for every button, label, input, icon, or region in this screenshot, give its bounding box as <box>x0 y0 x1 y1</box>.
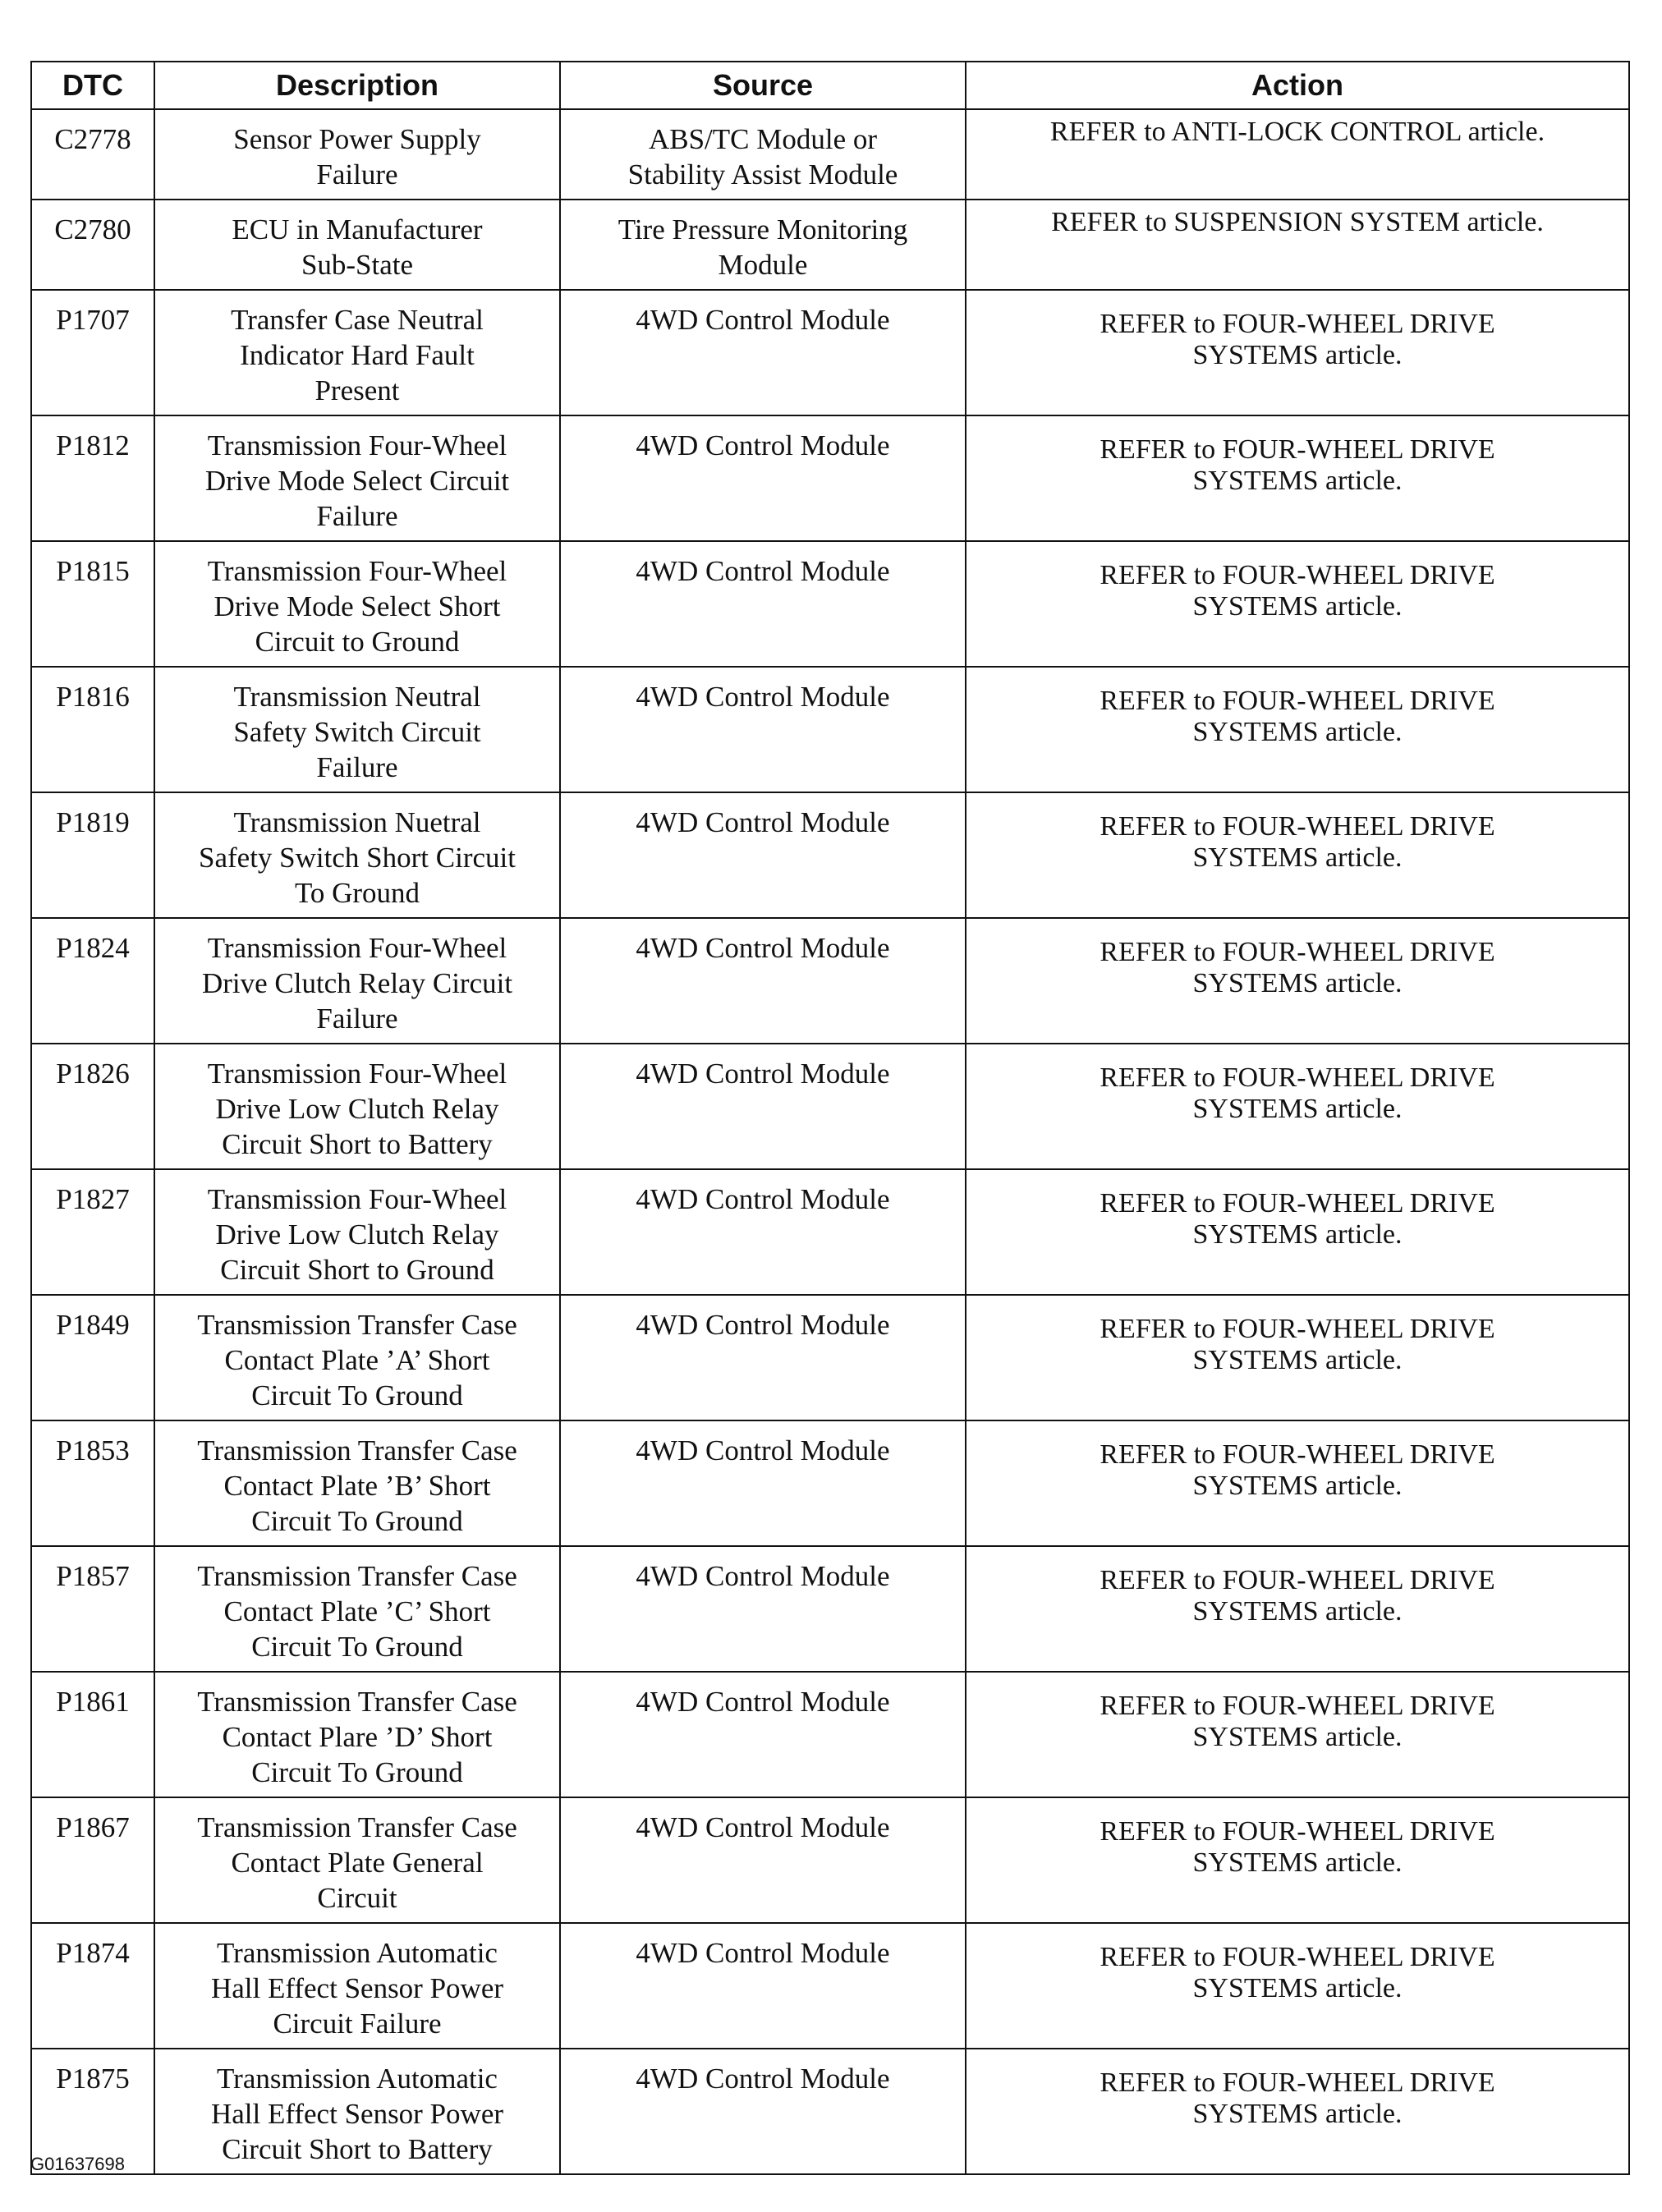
dtc-code: P1853 <box>31 1420 154 1546</box>
dtc-code: P1875 <box>31 2049 154 2174</box>
header-source: Source <box>560 62 966 109</box>
dtc-action: REFER to FOUR-WHEEL DRIVE SYSTEMS article. <box>966 1923 1629 2049</box>
dtc-description: Transmission Four-Wheel Drive Low Clutch Relay Circuit Short to Battery <box>154 1044 560 1169</box>
dtc-action: REFER to FOUR-WHEEL DRIVE SYSTEMS article. <box>966 1044 1629 1169</box>
header-row <box>31 62 1629 109</box>
dtc-action: REFER to FOUR-WHEEL DRIVE SYSTEMS article. <box>966 1546 1629 1672</box>
table-row <box>31 1923 1629 2049</box>
dtc-description: Transmission Four-Wheel Drive Mode Select Circuit Failure <box>154 415 560 541</box>
dtc-source: 4WD Control Module <box>560 667 966 792</box>
table-row <box>31 415 1629 541</box>
figure-id: G01637698 <box>30 2154 125 2174</box>
dtc-description: Transmission Transfer Case Contact Plare ’D’ Short Circuit To Ground <box>154 1672 560 1797</box>
table-row <box>31 1672 1629 1797</box>
table-row <box>31 290 1629 415</box>
dtc-code: P1815 <box>31 541 154 667</box>
table-row <box>31 918 1629 1044</box>
dtc-action: REFER to FOUR-WHEEL DRIVE SYSTEMS article. <box>966 667 1629 792</box>
dtc-description: Transmission Automatic Hall Effect Sensor Power Circuit Failure <box>154 1923 560 2049</box>
table-row <box>31 1546 1629 1672</box>
dtc-description: ECU in Manufacturer Sub-State <box>154 200 560 290</box>
dtc-action: REFER to ANTI-LOCK CONTROL article. <box>966 109 1629 200</box>
dtc-source: 4WD Control Module <box>560 415 966 541</box>
dtc-code: C2778 <box>31 109 154 200</box>
dtc-source: 4WD Control Module <box>560 541 966 667</box>
dtc-code: P1867 <box>31 1797 154 1923</box>
dtc-source: 4WD Control Module <box>560 792 966 918</box>
dtc-code: P1827 <box>31 1169 154 1295</box>
dtc-source: 4WD Control Module <box>560 290 966 415</box>
dtc-description: Transmission Transfer Case Contact Plate ’C’ Short Circuit To Ground <box>154 1546 560 1672</box>
dtc-source: ABS/TC Module or Stability Assist Module <box>560 109 966 200</box>
table-row <box>31 1295 1629 1420</box>
dtc-description: Sensor Power Supply Failure <box>154 109 560 200</box>
dtc-code: P1874 <box>31 1923 154 2049</box>
dtc-action: REFER to FOUR-WHEEL DRIVE SYSTEMS article. <box>966 1169 1629 1295</box>
dtc-action: REFER to FOUR-WHEEL DRIVE SYSTEMS article. <box>966 415 1629 541</box>
dtc-action: REFER to FOUR-WHEEL DRIVE SYSTEMS article. <box>966 290 1629 415</box>
table-row <box>31 792 1629 918</box>
dtc-source: 4WD Control Module <box>560 1169 966 1295</box>
table-row <box>31 1797 1629 1923</box>
dtc-source: 4WD Control Module <box>560 1672 966 1797</box>
header-action: Action <box>966 62 1629 109</box>
dtc-action: REFER to SUSPENSION SYSTEM article. <box>966 200 1629 290</box>
dtc-code: P1816 <box>31 667 154 792</box>
dtc-description: Transmission Four-Wheel Drive Low Clutch Relay Circuit Short to Ground <box>154 1169 560 1295</box>
header-description: Description <box>154 62 560 109</box>
dtc-description: Transfer Case Neutral Indicator Hard Fault Present <box>154 290 560 415</box>
dtc-description: Transmission Transfer Case Contact Plate General Circuit <box>154 1797 560 1923</box>
dtc-action: REFER to FOUR-WHEEL DRIVE SYSTEMS article. <box>966 1295 1629 1420</box>
dtc-source: 4WD Control Module <box>560 1546 966 1672</box>
dtc-action: REFER to FOUR-WHEEL DRIVE SYSTEMS article. <box>966 1420 1629 1546</box>
table-row <box>31 2049 1629 2174</box>
dtc-source: 4WD Control Module <box>560 1420 966 1546</box>
dtc-table <box>30 61 1630 2175</box>
dtc-action: REFER to FOUR-WHEEL DRIVE SYSTEMS article. <box>966 1672 1629 1797</box>
dtc-action: REFER to FOUR-WHEEL DRIVE SYSTEMS article. <box>966 1797 1629 1923</box>
table-row <box>31 1044 1629 1169</box>
table-row <box>31 1169 1629 1295</box>
dtc-source: 4WD Control Module <box>560 1923 966 2049</box>
dtc-code: P1849 <box>31 1295 154 1420</box>
dtc-description: Transmission Automatic Hall Effect Sensor Power Circuit Short to Battery <box>154 2049 560 2174</box>
dtc-description: Transmission Neutral Safety Switch Circuit Failure <box>154 667 560 792</box>
dtc-code: P1861 <box>31 1672 154 1797</box>
dtc-description: Transmission Four-Wheel Drive Mode Select Short Circuit to Ground <box>154 541 560 667</box>
dtc-description: Transmission Nuetral Safety Switch Short Circuit To Ground <box>154 792 560 918</box>
dtc-action: REFER to FOUR-WHEEL DRIVE SYSTEMS article. <box>966 2049 1629 2174</box>
dtc-source: 4WD Control Module <box>560 1797 966 1923</box>
dtc-source: 4WD Control Module <box>560 2049 966 2174</box>
dtc-action: REFER to FOUR-WHEEL DRIVE SYSTEMS article. <box>966 792 1629 918</box>
dtc-code: P1824 <box>31 918 154 1044</box>
table-row <box>31 1420 1629 1546</box>
dtc-code: P1826 <box>31 1044 154 1169</box>
dtc-source: Tire Pressure Monitoring Module <box>560 200 966 290</box>
dtc-description: Transmission Transfer Case Contact Plate ’A’ Short Circuit To Ground <box>154 1295 560 1420</box>
header-dtc: DTC <box>31 62 154 109</box>
dtc-action: REFER to FOUR-WHEEL DRIVE SYSTEMS article. <box>966 541 1629 667</box>
table-row <box>31 109 1629 200</box>
table-row <box>31 667 1629 792</box>
dtc-source: 4WD Control Module <box>560 1044 966 1169</box>
dtc-description: Transmission Four-Wheel Drive Clutch Relay Circuit Failure <box>154 918 560 1044</box>
dtc-description: Transmission Transfer Case Contact Plate ’B’ Short Circuit To Ground <box>154 1420 560 1546</box>
dtc-source: 4WD Control Module <box>560 1295 966 1420</box>
dtc-code: C2780 <box>31 200 154 290</box>
table-row <box>31 541 1629 667</box>
dtc-code: P1819 <box>31 792 154 918</box>
dtc-action: REFER to FOUR-WHEEL DRIVE SYSTEMS article. <box>966 918 1629 1044</box>
dtc-source: 4WD Control Module <box>560 918 966 1044</box>
dtc-code: P1707 <box>31 290 154 415</box>
dtc-code: P1857 <box>31 1546 154 1672</box>
table-row <box>31 200 1629 290</box>
dtc-code: P1812 <box>31 415 154 541</box>
